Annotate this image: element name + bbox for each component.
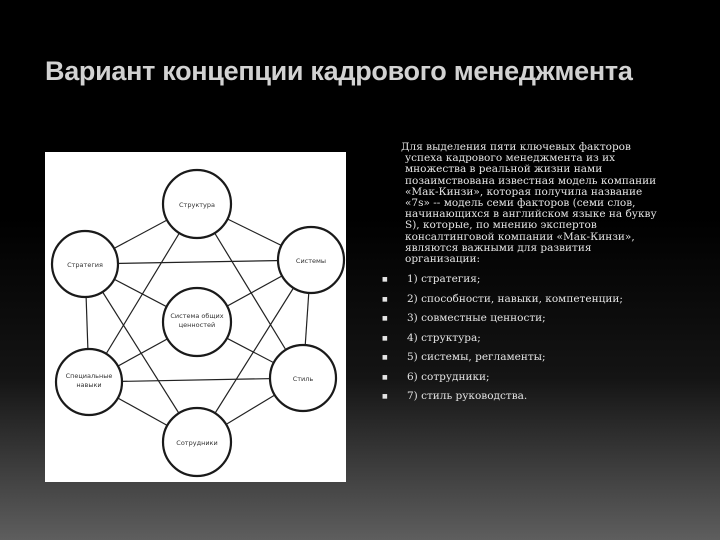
- slide-content: [380, 142, 660, 407]
- diagram-svg: [45, 152, 346, 482]
- square-bullet-icon: ■: [382, 276, 388, 284]
- square-bullet-icon: ■: [382, 295, 388, 303]
- node-label-strategy: Стратегия: [67, 261, 103, 269]
- square-bullet-icon: ■: [382, 373, 388, 381]
- square-bullet-icon: ■: [382, 315, 388, 323]
- node-label-staff: Сотрудники: [176, 439, 218, 447]
- list-item-text: 2) способности, навыки, компетенции;: [407, 292, 623, 305]
- slide-title: Вариант концепции кадрового менеджмента: [45, 56, 633, 86]
- node-label-shared-values-line2: ценностей: [178, 321, 216, 329]
- list-item-text: 4) структура;: [407, 331, 481, 344]
- square-bullet-icon: ■: [382, 354, 388, 362]
- mckinsey-7s-diagram: [45, 152, 346, 482]
- intro-paragraph: Для выделения пяти ключевых факторов успеха кадрового менеджмента из их множества в реальной жизни нами позаимствована известная модель компании «Мак-Кинзи», которая получила название «7s» -- модель семи факторов (семи слов, начинающихся в английском языке на букву S), которые, по мнению экспертов консалтинговой компании «Мак-Кинзи», являются важными для развития организации:: [401, 141, 657, 266]
- square-bullet-icon: ■: [382, 334, 388, 342]
- list-item: [380, 387, 660, 407]
- list-item: [380, 309, 660, 329]
- list-item-text: 3) совместные ценности;: [407, 312, 546, 325]
- list-item-text: 1) стратегия;: [407, 273, 481, 286]
- node-label-skills-line2: навыки: [76, 381, 102, 389]
- list-item: [380, 329, 660, 349]
- list-item: [380, 290, 660, 310]
- node-label-structure: Структура: [179, 201, 215, 209]
- list-item: [380, 270, 660, 290]
- factor-list: [380, 270, 660, 407]
- list-item-text: 5) системы, регламенты;: [407, 351, 546, 364]
- node-label-style: Стиль: [292, 375, 314, 383]
- node-label-skills-line1: Специальные: [65, 372, 113, 380]
- list-item-text: 7) стиль руководства.: [407, 390, 528, 403]
- list-item-text: 6) сотрудники;: [407, 370, 490, 383]
- list-item: [380, 368, 660, 388]
- node-label-systems: Системы: [295, 257, 327, 265]
- node-label-shared-values-line1: Система общих: [170, 312, 224, 320]
- list-item: [380, 348, 660, 368]
- square-bullet-icon: ■: [382, 393, 388, 401]
